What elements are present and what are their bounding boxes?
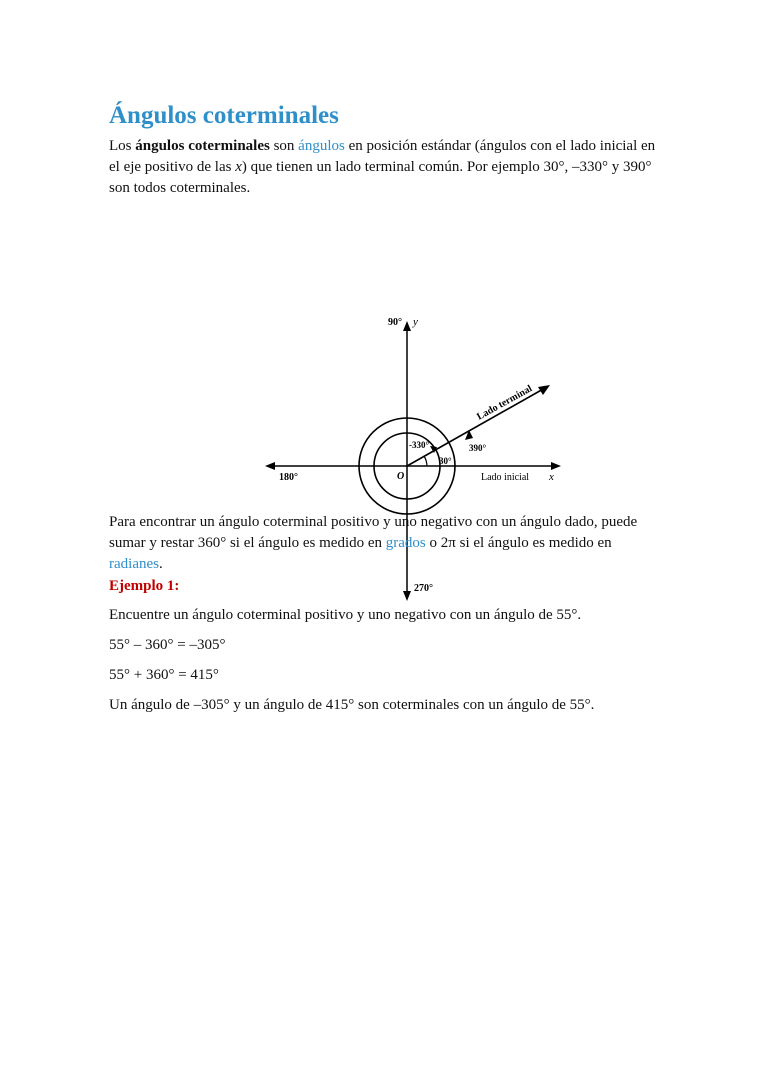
link-angulos[interactable]: ángulos [298,138,345,154]
intro-paragraph [109,136,659,199]
label-30: 30° [439,456,452,466]
page-title: Ángulos coterminales [109,102,339,129]
label-90: 90° [388,317,402,328]
label-270: 270° [414,583,433,594]
y-axis-bottom-arrow [403,591,411,601]
text: Para encontrar un ángulo coterminal positivo y uno negativo con un ángulo dado, puede sumar y restar 360° si el ángulo es medido en [109,514,638,551]
link-grados[interactable]: grados [385,535,426,551]
example-calc-negative: 55° – 360° = –305° [109,637,226,653]
label-lado-terminal: Lado terminal [475,383,535,423]
label-origin: O [397,471,405,482]
method-paragraph [109,512,659,575]
terminal-side-line [407,388,545,466]
arc-30 [424,456,427,466]
text: . [158,556,163,572]
terminal-side-arrow [538,385,550,395]
label-neg-330: -330° [409,440,430,450]
variable-x: x [235,159,242,175]
label-y: y [413,316,418,328]
example-calc-positive: 55° + 360° = 415° [109,667,219,683]
example-title: Ejemplo 1: [109,578,180,594]
x-axis-left-arrow [265,462,275,470]
label-390: 390° [469,443,487,453]
y-axis-top-arrow [403,321,411,331]
text: Los [109,138,136,154]
label-lado-inicial: Lado inicial [481,472,530,483]
label-x: x [549,471,554,483]
text: ) que tienen un lado terminal común. Por ejemplo 30°, –330° y 390° son todos coterminales. [109,159,652,196]
example-conclusion: Un ángulo de –305° y un ángulo de 415° son coterminales con un ángulo de 55°. [109,697,595,713]
bold-term: ángulos coterminales [135,138,270,154]
text: son [269,138,299,154]
document-page [109,100,659,713]
text: en posición estándar (ángulos con el lado inicial en el eje positivo de las [109,138,656,175]
text: o 2π si el ángulo es medido en [425,535,612,551]
x-axis-right-arrow [551,462,561,470]
example-statement: Encuentre un ángulo coterminal positivo y uno negativo con un ángulo de 55°. [109,607,582,623]
link-radianes[interactable]: radianes [109,556,159,572]
label-180: 180° [279,472,298,483]
